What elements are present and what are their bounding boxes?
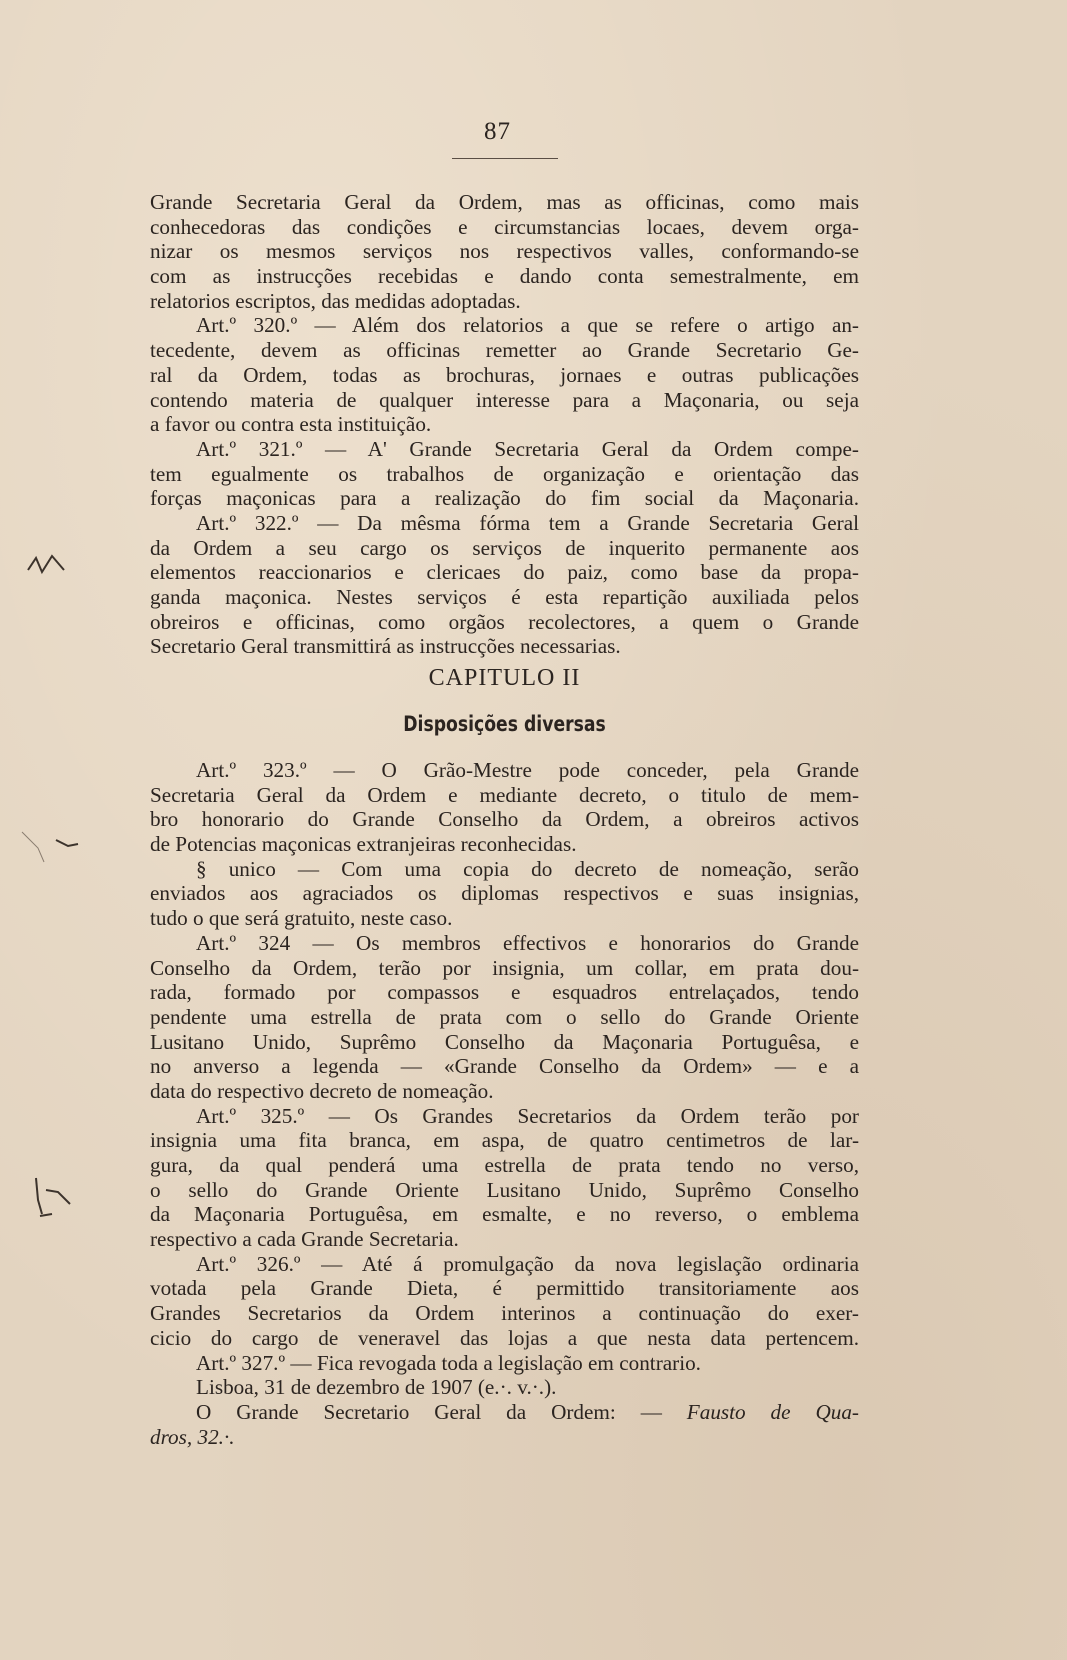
text-line: rada, formado por compassos e esquadros entrelaçados, tendo — [150, 980, 859, 1005]
text-line: Lisboa, 31 de dezembro de 1907 (e.·. v.·.). — [196, 1375, 557, 1400]
text-line: bro honorario do Grande Conselho da Ordem, a obreiros activos — [150, 807, 859, 832]
text-line: ral da Ordem, todas as brochuras, jornaes e outras publicações — [150, 362, 859, 387]
text-line: tem egualmente os trabalhos de organização e orientação das — [150, 461, 859, 486]
article-320 — [150, 313, 859, 436]
text-line: no anverso a legenda — «Grande Conselho da Ordem» — e a — [150, 1054, 859, 1079]
text-line: Art.º 323.º — O Grão-Mestre pode conceder, pela Grande — [196, 758, 859, 782]
text-line: cicio do cargo de veneravel das lojas a que nesta data pertencem. — [150, 1325, 859, 1350]
body-text-bottom — [150, 758, 859, 1449]
intro-paragraph — [150, 190, 859, 313]
text-line: enviados aos agraciados os diplomas respectivos e suas insignias, — [150, 881, 859, 906]
text-line: nizar os mesmos serviços nos respectivos valles, conformando-se — [150, 239, 859, 264]
article-321 — [150, 437, 859, 511]
text-line: Art.º 324 — Os membros effectivos e honorarios do Grande — [196, 930, 859, 955]
text-line: forças maçonicas para a realização do fim social da Maçonaria. — [150, 486, 859, 511]
text-line: Conselho da Ordem, terão por insignia, um collar, em prata dou- — [150, 955, 859, 980]
text-line: data do respectivo decreto de nomeação. — [150, 1078, 494, 1103]
body-text-top — [150, 190, 859, 659]
text-line: Art.º 321.º — A' Grande Secretaria Geral da Ordem compe- — [196, 436, 859, 461]
text-line: conhecedoras das condições e circumstancias locaes, devem orga- — [150, 214, 859, 239]
text-line: Art.º 325.º — Os Grandes Secretarios da Ordem terão por — [196, 1103, 859, 1128]
text-line: a favor ou contra esta instituição. — [150, 412, 432, 437]
text-line: pendente uma estrella de prata com o sello do Grande Oriente — [150, 1004, 859, 1029]
article-327 — [150, 1351, 859, 1376]
text-line: insignia uma fita branca, em aspa, de quatro centimetros de lar- — [150, 1128, 859, 1153]
text-line: contendo materia de qualquer interesse para a Maçonaria, ou seja — [150, 387, 859, 412]
signature-name-continuation: dros, 32.·. — [150, 1424, 235, 1449]
signature-line — [150, 1400, 859, 1425]
margin-mark-top — [22, 550, 72, 590]
text-line: Secretaria Geral da Ordem e mediante decreto, o titulo de mem- — [150, 782, 859, 807]
article-324 — [150, 931, 859, 1104]
chapter-subtitle: Disposições diversas — [403, 712, 606, 736]
chapter-title: CAPITULO II — [428, 665, 581, 691]
text-line: gura, da qual penderá uma estrella de prata tendo no verso, — [150, 1153, 859, 1177]
page-number-rule — [452, 158, 558, 159]
text-line: respectivo a cada Grande Secretaria. — [150, 1227, 459, 1252]
text-line: elementos reaccionarios e clericaes do paiz, como base da propa- — [150, 560, 859, 585]
text-line: § unico — Com uma copia do decreto de nomeação, serão — [196, 856, 859, 881]
article-325 — [150, 1104, 859, 1252]
text-line: Secretario Geral transmittirá as instrucções necessarias. — [150, 634, 621, 659]
signature-prefix: O Grande Secretario Geral da Ordem: — — [196, 1399, 662, 1424]
dateline — [150, 1375, 859, 1400]
text-line: tecedente, devem as officinas remetter ao Grande Secretario Ge- — [150, 338, 859, 363]
article-323 — [150, 758, 859, 857]
text-line: de Potencias maçonicas extranjeiras reconhecidas. — [150, 832, 577, 857]
text-line: da Ordem a seu cargo os serviços de inquerito permanente aos — [150, 535, 859, 560]
text-line: ganda maçonica. Nestes serviços é esta repartição auxiliada pelos — [150, 585, 859, 609]
text-line: o sello do Grande Oriente Lusitano Unido, Suprêmo Conselho — [150, 1177, 859, 1202]
article-326 — [150, 1252, 859, 1351]
text-line: tudo o que será gratuito, neste caso. — [150, 906, 453, 931]
text-line: Grande Secretaria Geral da Ordem, mas as officinas, como mais — [150, 190, 859, 214]
paragraph-unico — [150, 857, 859, 931]
text-line: Art.º 327.º — Fica revogada toda a legislação em contrario. — [196, 1350, 701, 1375]
text-line: Art.º 320.º — Além dos relatorios a que se refere o artigo an- — [196, 313, 859, 338]
text-line: Grandes Secretarios da Ordem interinos a continuação do exer- — [150, 1301, 859, 1326]
article-322 — [150, 511, 859, 659]
text-line: da Maçonaria Portuguêsa, em esmalte, e no reverso, o emblema — [150, 1202, 859, 1227]
text-line: relatorios escriptos, das medidas adoptadas. — [150, 288, 521, 313]
text-line: Art.º 326.º — Até á promulgação da nova legislação ordinaria — [196, 1251, 859, 1276]
page-number: 87 — [484, 118, 511, 145]
signature-name: Fausto de Qua- — [686, 1399, 859, 1424]
text-line: Lusitano Unido, Suprêmo Conselho da Maçonaria Portuguêsa, e — [150, 1029, 859, 1054]
text-line: com as instrucções recebidas e dando conta semestralmente, em — [150, 264, 859, 289]
text-line: votada pela Grande Dieta, é permittido transitoriamente aos — [150, 1276, 859, 1301]
margin-mark-middle — [18, 828, 88, 878]
text-line: Art.º 322.º — Da mêsma fórma tem a Grande Secretaria Geral — [196, 510, 859, 535]
margin-mark-bottom — [26, 1170, 86, 1230]
text-line: obreiros e officinas, como orgãos recolectores, a quem o Grande — [150, 609, 859, 634]
signature — [150, 1400, 859, 1449]
